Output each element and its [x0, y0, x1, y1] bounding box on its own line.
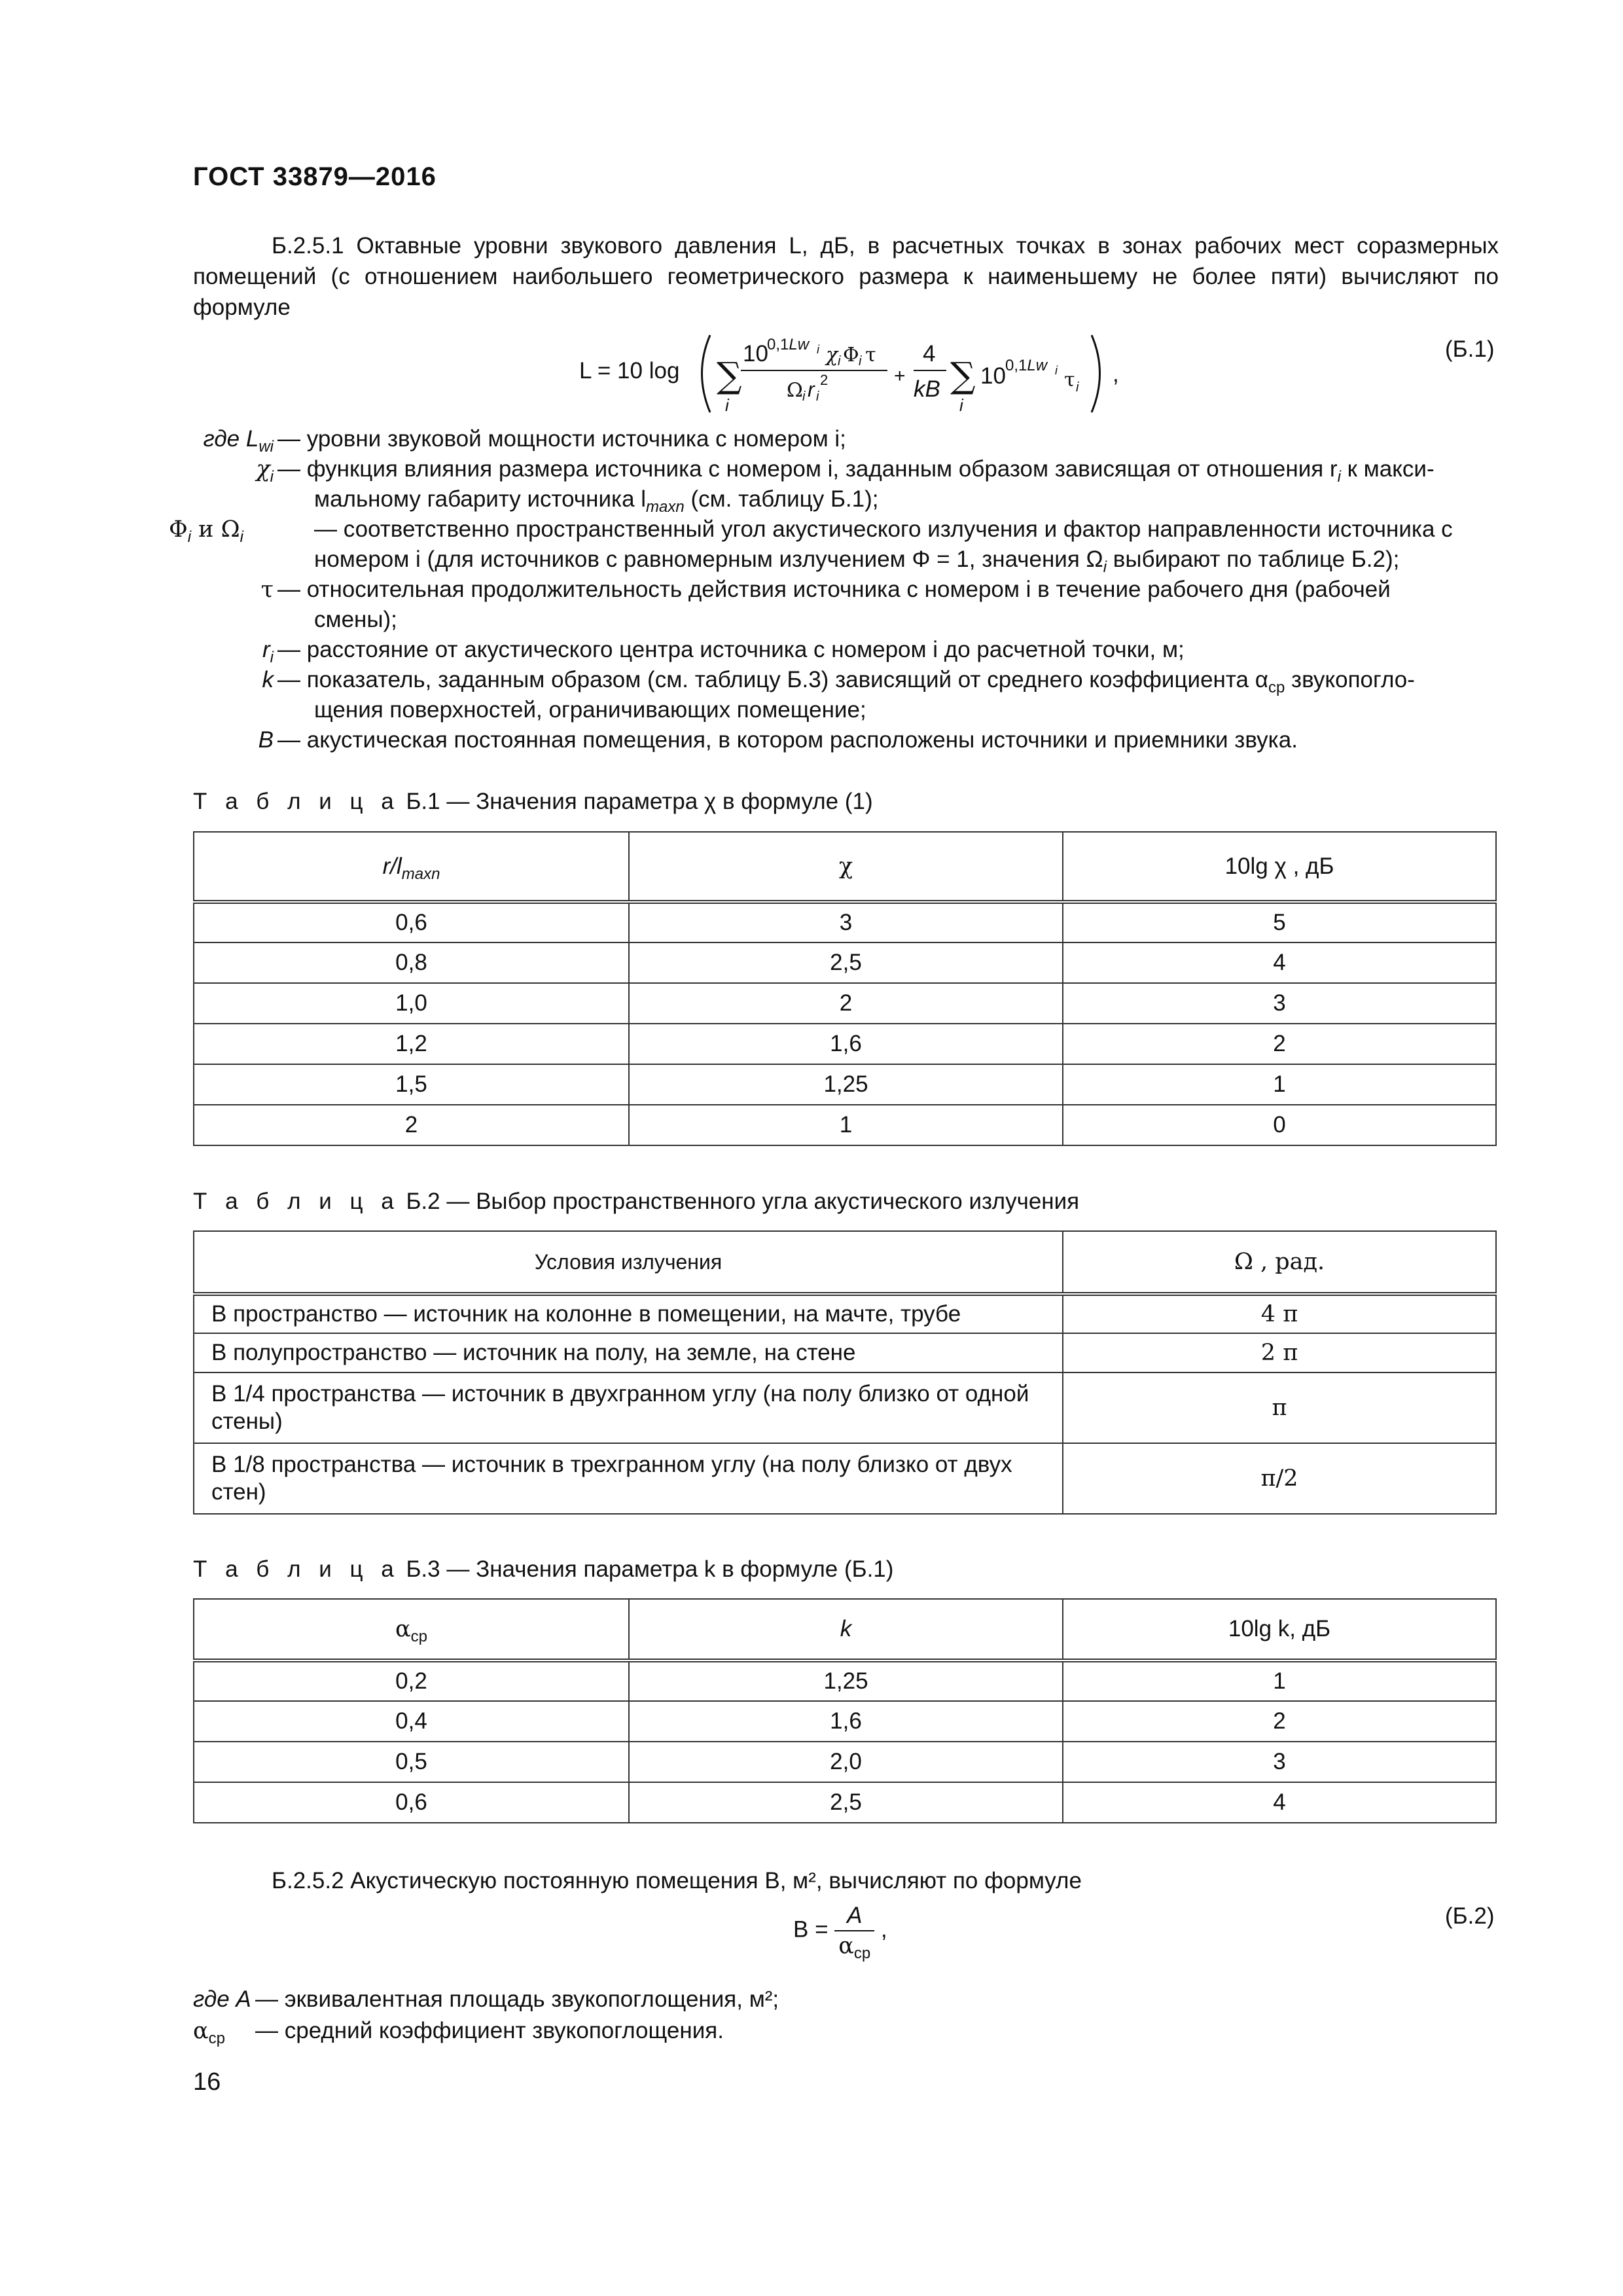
svg-text:0,1Lw: 0,1Lw	[1005, 357, 1048, 374]
svg-text:r: r	[808, 378, 815, 401]
formula-b1-tail: ,	[1113, 361, 1119, 387]
svg-text:+: +	[894, 365, 906, 387]
table-row: В 1/4 пространства — источник в двухгранном углу (на полу близко от одной стены) π	[194, 1372, 1496, 1443]
table-b1-title: Т а б л и ц а Б.1 — Значения параметра χ в формуле (1)	[193, 789, 873, 814]
svg-text:τ: τ	[1064, 368, 1075, 391]
header-cell-10lgk: 10lg k, дБ	[1063, 1599, 1496, 1660]
table-b3-title: Т а б л и ц а Б.3 — Значения параметра k в формуле (Б.1)	[193, 1556, 894, 1582]
formula-b2-lhs: B =	[793, 1916, 829, 1943]
formula-b1-graphic	[0, 327, 1623, 419]
table-header-row	[194, 1231, 1496, 1294]
header-cell-chi: χ	[629, 832, 1063, 902]
svg-text:0,1Lw: 0,1Lw	[767, 336, 810, 353]
section-b252-text: Б.2.5.2 Акустическую постоянную помещения B, м², вычисляют по формуле	[272, 1868, 1082, 1893]
table-b2-title: Т а б л и ц а Б.2 — Выбор пространственного угла акустического излучения	[193, 1189, 1080, 1214]
svg-text:kB: kB	[914, 376, 940, 402]
header-cell-omega: Ω , рад.	[1063, 1231, 1496, 1294]
table-b3	[193, 1598, 1497, 1823]
svg-text:i: i	[959, 395, 963, 415]
def-text: — уровни звуковой мощности источника с номером i;	[277, 426, 846, 452]
table-row: 0,4 1,6 2	[194, 1701, 1496, 1742]
table-header-row	[194, 1599, 1496, 1660]
header-cell-alpha: $\alpha_{ср}$	[194, 1599, 629, 1660]
svg-text:i: i	[816, 389, 819, 404]
formula-b1-label: (Б.1)	[1445, 336, 1495, 362]
svg-text:i: i	[725, 395, 729, 415]
svg-text:2: 2	[820, 372, 829, 388]
header-cell-ratio: $r/l_{maxn}$	[194, 832, 629, 902]
svg-text:Ω: Ω	[787, 379, 803, 402]
def-symbol: где L	[203, 426, 259, 452]
svg-text:4: 4	[923, 341, 936, 367]
svg-text:i: i	[802, 389, 806, 404]
table-row: 0,2 1,25 1	[194, 1660, 1496, 1701]
table-row: В полупространство — источник на полу, на земле, на стене 2 π	[194, 1333, 1496, 1372]
svg-text:i: i	[1076, 380, 1079, 395]
svg-text:i: i	[838, 354, 841, 368]
svg-text:τ: τ	[865, 344, 876, 367]
page-number: 16	[193, 2068, 221, 2096]
table-header-row	[194, 832, 1496, 902]
table-row: В 1/8 пространства — источник в трехгранном углу (на полу близко от двух стен) π/2	[194, 1443, 1496, 1514]
table-row: 2 1 0	[194, 1105, 1496, 1145]
section-b251-text: Б.2.5.1 Октавные уровни звукового давления L, дБ, в расчетных точках в зонах рабочих мест соразмерных помещений (с отношением наибольшего геометрического размера к наименьшему не более пяти) вычисляют по формуле	[193, 233, 1499, 320]
svg-text:10: 10	[980, 363, 1006, 389]
formula-b2: B = $\frac{A}{\alpha_{ср}}$ ,	[793, 1903, 887, 1962]
document-header: ГОСТ 33879—2016	[193, 162, 437, 191]
table-row: 1,5 1,25 1	[194, 1064, 1496, 1105]
table-row: 0,5 2,0 3	[194, 1742, 1496, 1782]
svg-text:Φ: Φ	[843, 344, 859, 367]
table-row: 1,0 2 3	[194, 983, 1496, 1024]
table-row: 0,8 2,5 4	[194, 942, 1496, 983]
table-row: 0,6 3 5	[194, 902, 1496, 942]
header-cell-conditions: Условия излучения	[194, 1231, 1063, 1294]
svg-text:∑: ∑	[717, 355, 742, 396]
formula-b2-fraction: $\frac{A}{\alpha_{ср}}$	[834, 1901, 874, 1960]
svg-text:i: i	[817, 343, 819, 356]
svg-text:χ: χ	[826, 344, 838, 367]
table-row: 0,6 2,5 4	[194, 1782, 1496, 1823]
formula-b1	[0, 327, 1623, 419]
header-cell-10lg: 10lg χ , дБ	[1063, 832, 1496, 902]
header-cell-k: k	[629, 1599, 1063, 1660]
svg-text:∑: ∑	[950, 355, 976, 396]
svg-text:i: i	[859, 354, 862, 368]
formula-b2-label: (Б.2)	[1445, 1903, 1495, 1929]
svg-text:10: 10	[743, 341, 768, 367]
svg-text:i: i	[1055, 364, 1058, 377]
table-row: В пространство — источник на колонне в помещении, на мачте, трубе 4 π	[194, 1294, 1496, 1333]
table-b2	[193, 1230, 1497, 1515]
table-row: 1,2 1,6 2	[194, 1024, 1496, 1064]
table-b1	[193, 831, 1497, 1146]
formula-b1-lhs: L = 10 log	[579, 358, 680, 384]
